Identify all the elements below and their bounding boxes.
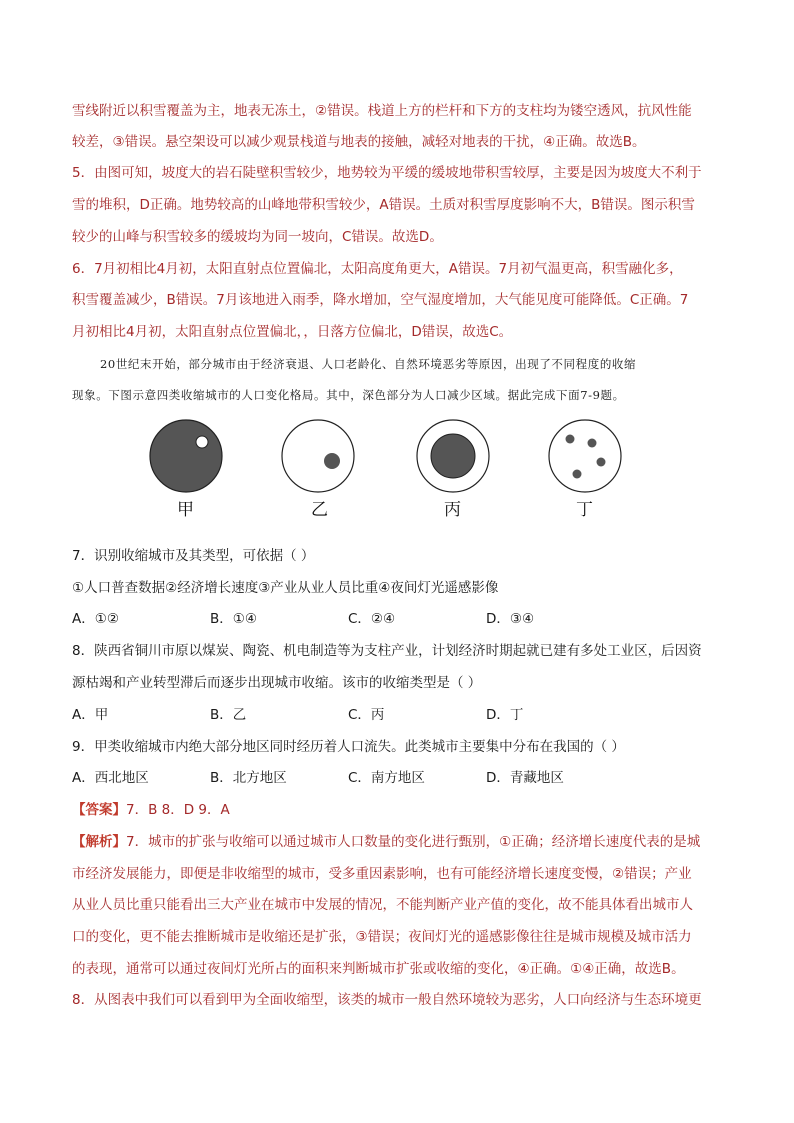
explanation-text: 7．城市的扩张与收缩可以通过城市人口数量的变化进行甄别，①正确；经济增长速度代表的是城 [126, 834, 701, 850]
answer-line [72, 800, 732, 820]
passage-line: 现象。下图示意四类收缩城市的人口变化格局。其中，深色部分为人口减少区域。据此完成下面7-9题。 [72, 388, 625, 402]
option-d: D．③④ [486, 611, 535, 627]
question-8: 8．陕西省铜川市原以煤炭、陶瓷、机电制造等为支柱产业，计划经济时期起就已建有多处工业区，后因资 [72, 643, 702, 659]
question-7: 7．识别收缩城市及其类型，可依据（ ） [72, 548, 315, 564]
explanation-line: 口的变化，更不能去推断城市是收缩还是扩张，③错误；夜间灯光的遥感影像往往是城市规模及城市活力 [72, 929, 692, 945]
circle-jia [150, 420, 222, 492]
question-9: 9．甲类收缩城市内绝大部分地区同时经历着人口流失。此类城市主要集中分布在我国的（ ） [72, 739, 625, 755]
option-c: C．丙 [348, 707, 385, 723]
label-ding: 丁 [576, 500, 593, 520]
text-line: 较少的山峰与积雪较多的缓坡均为同一坡向，C错误。故选D。 [72, 229, 443, 245]
text-line: 月初相比4月初，太阳直射点位置偏北，，日落方位偏北，D错误，故选C。 [72, 324, 513, 340]
circle-ding [549, 420, 621, 492]
question-7-items: ①人口普查数据②经济增长速度③产业从业人员比重④夜间灯光遥感影像 [72, 580, 499, 596]
text-line: 6．7月初相比4月初，太阳直射点位置偏北，太阳高度角更大，A错误。7月初气温更高，积雪融化多， [72, 261, 683, 277]
explanation-tag: 【解析】 [72, 834, 126, 850]
circle-yi [282, 420, 354, 492]
option-a: A．甲 [72, 707, 109, 723]
label-jia: 甲 [177, 500, 194, 520]
question-8-cont: 源枯竭和产业转型滞后而逐步出现城市收缩。该市的收缩类型是（ ） [72, 675, 482, 691]
option-a: A．①② [72, 611, 119, 627]
option-a: A．西北地区 [72, 770, 149, 786]
option-c: C．南方地区 [348, 770, 425, 786]
explanation-line: 市经济发展能力，即便是非收缩型的城市，受多重因素影响，也有可能经济增长速度变慢，②错误；产业 [72, 866, 692, 882]
explanation-line: 的表现，通常可以通过夜间灯光所占的面积来判断城市扩张或收缩的变化，④正确。①④正确，故选B。 [72, 961, 685, 977]
option-c: C．②④ [348, 611, 396, 627]
label-yi: 乙 [311, 500, 328, 520]
circle-bing [417, 420, 489, 492]
text-line: 雪的堆积，D正确。地势较高的山峰地带积雪较少，A错误。土质对积雪厚度影响不大，B错误。图示积雪 [72, 197, 695, 213]
explanation-line: 从业人员比重只能看出三大产业在城市中发展的情况，不能判断产业产值的变化，故不能具体看出城市人 [72, 897, 693, 913]
option-d: D．青藏地区 [486, 770, 564, 786]
option-b: B．北方地区 [210, 770, 287, 786]
shrinking-city-figure [140, 418, 660, 528]
option-d: D．丁 [486, 707, 524, 723]
label-bing: 丙 [444, 500, 461, 520]
option-b: B．乙 [210, 707, 247, 723]
text-line: 较差，③错误。悬空架设可以减少观景栈道与地表的接触，减轻对地表的干扰，④正确。故选B。 [72, 134, 646, 150]
option-b: B．①④ [210, 611, 257, 627]
text-line: 5．由图可知，坡度大的岩石陡壁积雪较少，地势较为平缓的缓坡地带积雪较厚，主要是因为坡度大不利于 [72, 165, 702, 181]
text-line: 雪线附近以积雪覆盖为主，地表无冻土，②错误。栈道上方的栏杆和下方的支柱均为镂空透风，抗风性能 [72, 103, 692, 119]
explanation-line: 8．从图表中我们可以看到甲为全面收缩型，该类的城市一般自然环境较为恶劣，人口向经济与生态环境更 [72, 992, 702, 1008]
answer-tag: 【答案】 [72, 802, 126, 818]
explanation-line [72, 832, 732, 852]
passage-line: 20世纪末开始，部分城市由于经济衰退、人口老龄化、自然环境恶劣等原因，出现了不同程度的收缩 [100, 357, 637, 371]
text-line: 积雪覆盖减少，B错误。7月该地进入雨季，降水增加，空气湿度增加，大气能见度可能降低。C正确。7 [72, 292, 689, 308]
answer-values: 7．B 8．D 9．A [126, 802, 230, 818]
